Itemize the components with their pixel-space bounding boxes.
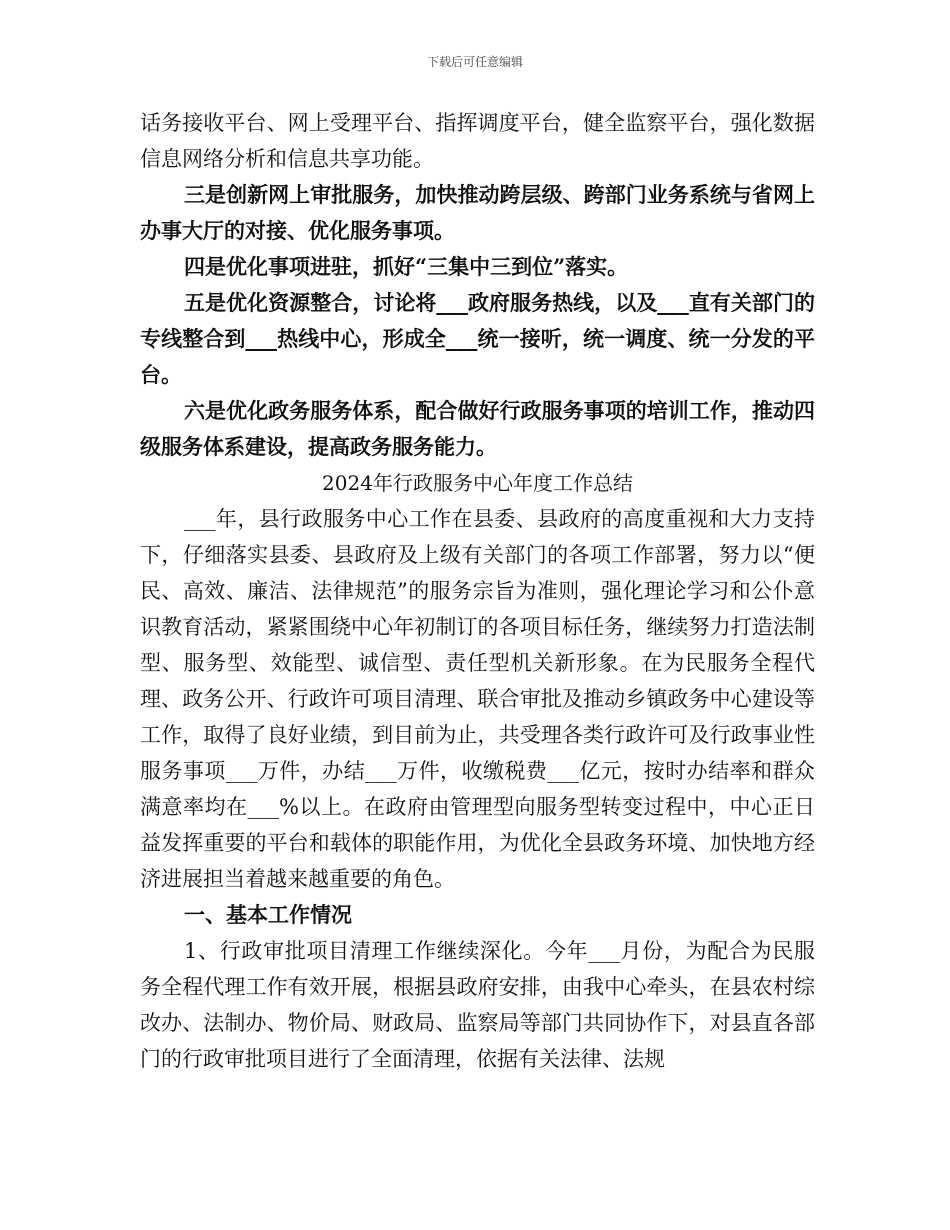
paragraph-item-one: 1、行政审批项目清理工作继续深化。今年___月份，为配合为民服务全程代理工作有效开展，根据县政府安排，由我中心牵头，在县农村综改办、法制办、物价局、财政局、监察局等部门共同协作下，对县直各部门的行政审批项目进行了全面清理，依据有关法律、法规 bbox=[140, 939, 815, 1071]
document-body bbox=[140, 105, 815, 1077]
paragraph-point-six: 六是优化政务服务体系，配合做好行政服务事项的培训工作，推动四级服务体系建设，提高政务服务能力。 bbox=[140, 398, 815, 459]
paragraph-intro: ___年，县行政服务中心工作在县委、县政府的高度重视和大力支持下，仔细落实县委、县政府及上级有关部门的各项工作部署，努力以“便民、高效、廉洁、法律规范”的服务宗旨为准则，强化理论学习和公仆意识教育活动，紧紧围绕中心年初制订的各项目标任务，继续努力打造法制型、服务型、效能型、诚信型、责任型机关新形象。在为民服务全程代理、政务公开、行政许可项目清理、联合审批及推动乡镇政务中心建设等工作，取得了良好业绩，到目前为止，共受理各类行政许可及行政事业性服务事项___万件，办结___万件，收缴税费___亿元，按时办结率和群众满意率均在___%以上。在政府由管理型向服务型转变过程中，中心正日益发挥重要的平台和载体的职能作用，为优化全县政务环境、加快地方经济进展担当着越来越重要的角色。 bbox=[140, 507, 815, 891]
section-heading: 一、基本工作情况 bbox=[184, 902, 352, 927]
document-title: 2024年行政服务中心年度工作总结 bbox=[322, 471, 633, 495]
page-header: 下载后可任意编辑 bbox=[426, 55, 523, 69]
paragraph-point-four: 四是优化事项进驻，抓好“三集中三到位”落实。 bbox=[184, 254, 629, 279]
paragraph-point-five: 五是优化资源整合，讨论将___政府服务热线，以及___直有关部门的专线整合到___热线中心，形成全___统一接听，统一调度、统一分发的平台。 bbox=[140, 290, 815, 387]
paragraph-continuation: 话务接收平台、网上受理平台、指挥调度平台，健全监察平台，强化数据信息网络分析和信息共享功能。 bbox=[140, 111, 815, 171]
paragraph-point-three: 三是创新网上审批服务，加快推动跨层级、跨部门业务系统与省网上办事大厅的对接、优化服务事项。 bbox=[140, 182, 815, 243]
